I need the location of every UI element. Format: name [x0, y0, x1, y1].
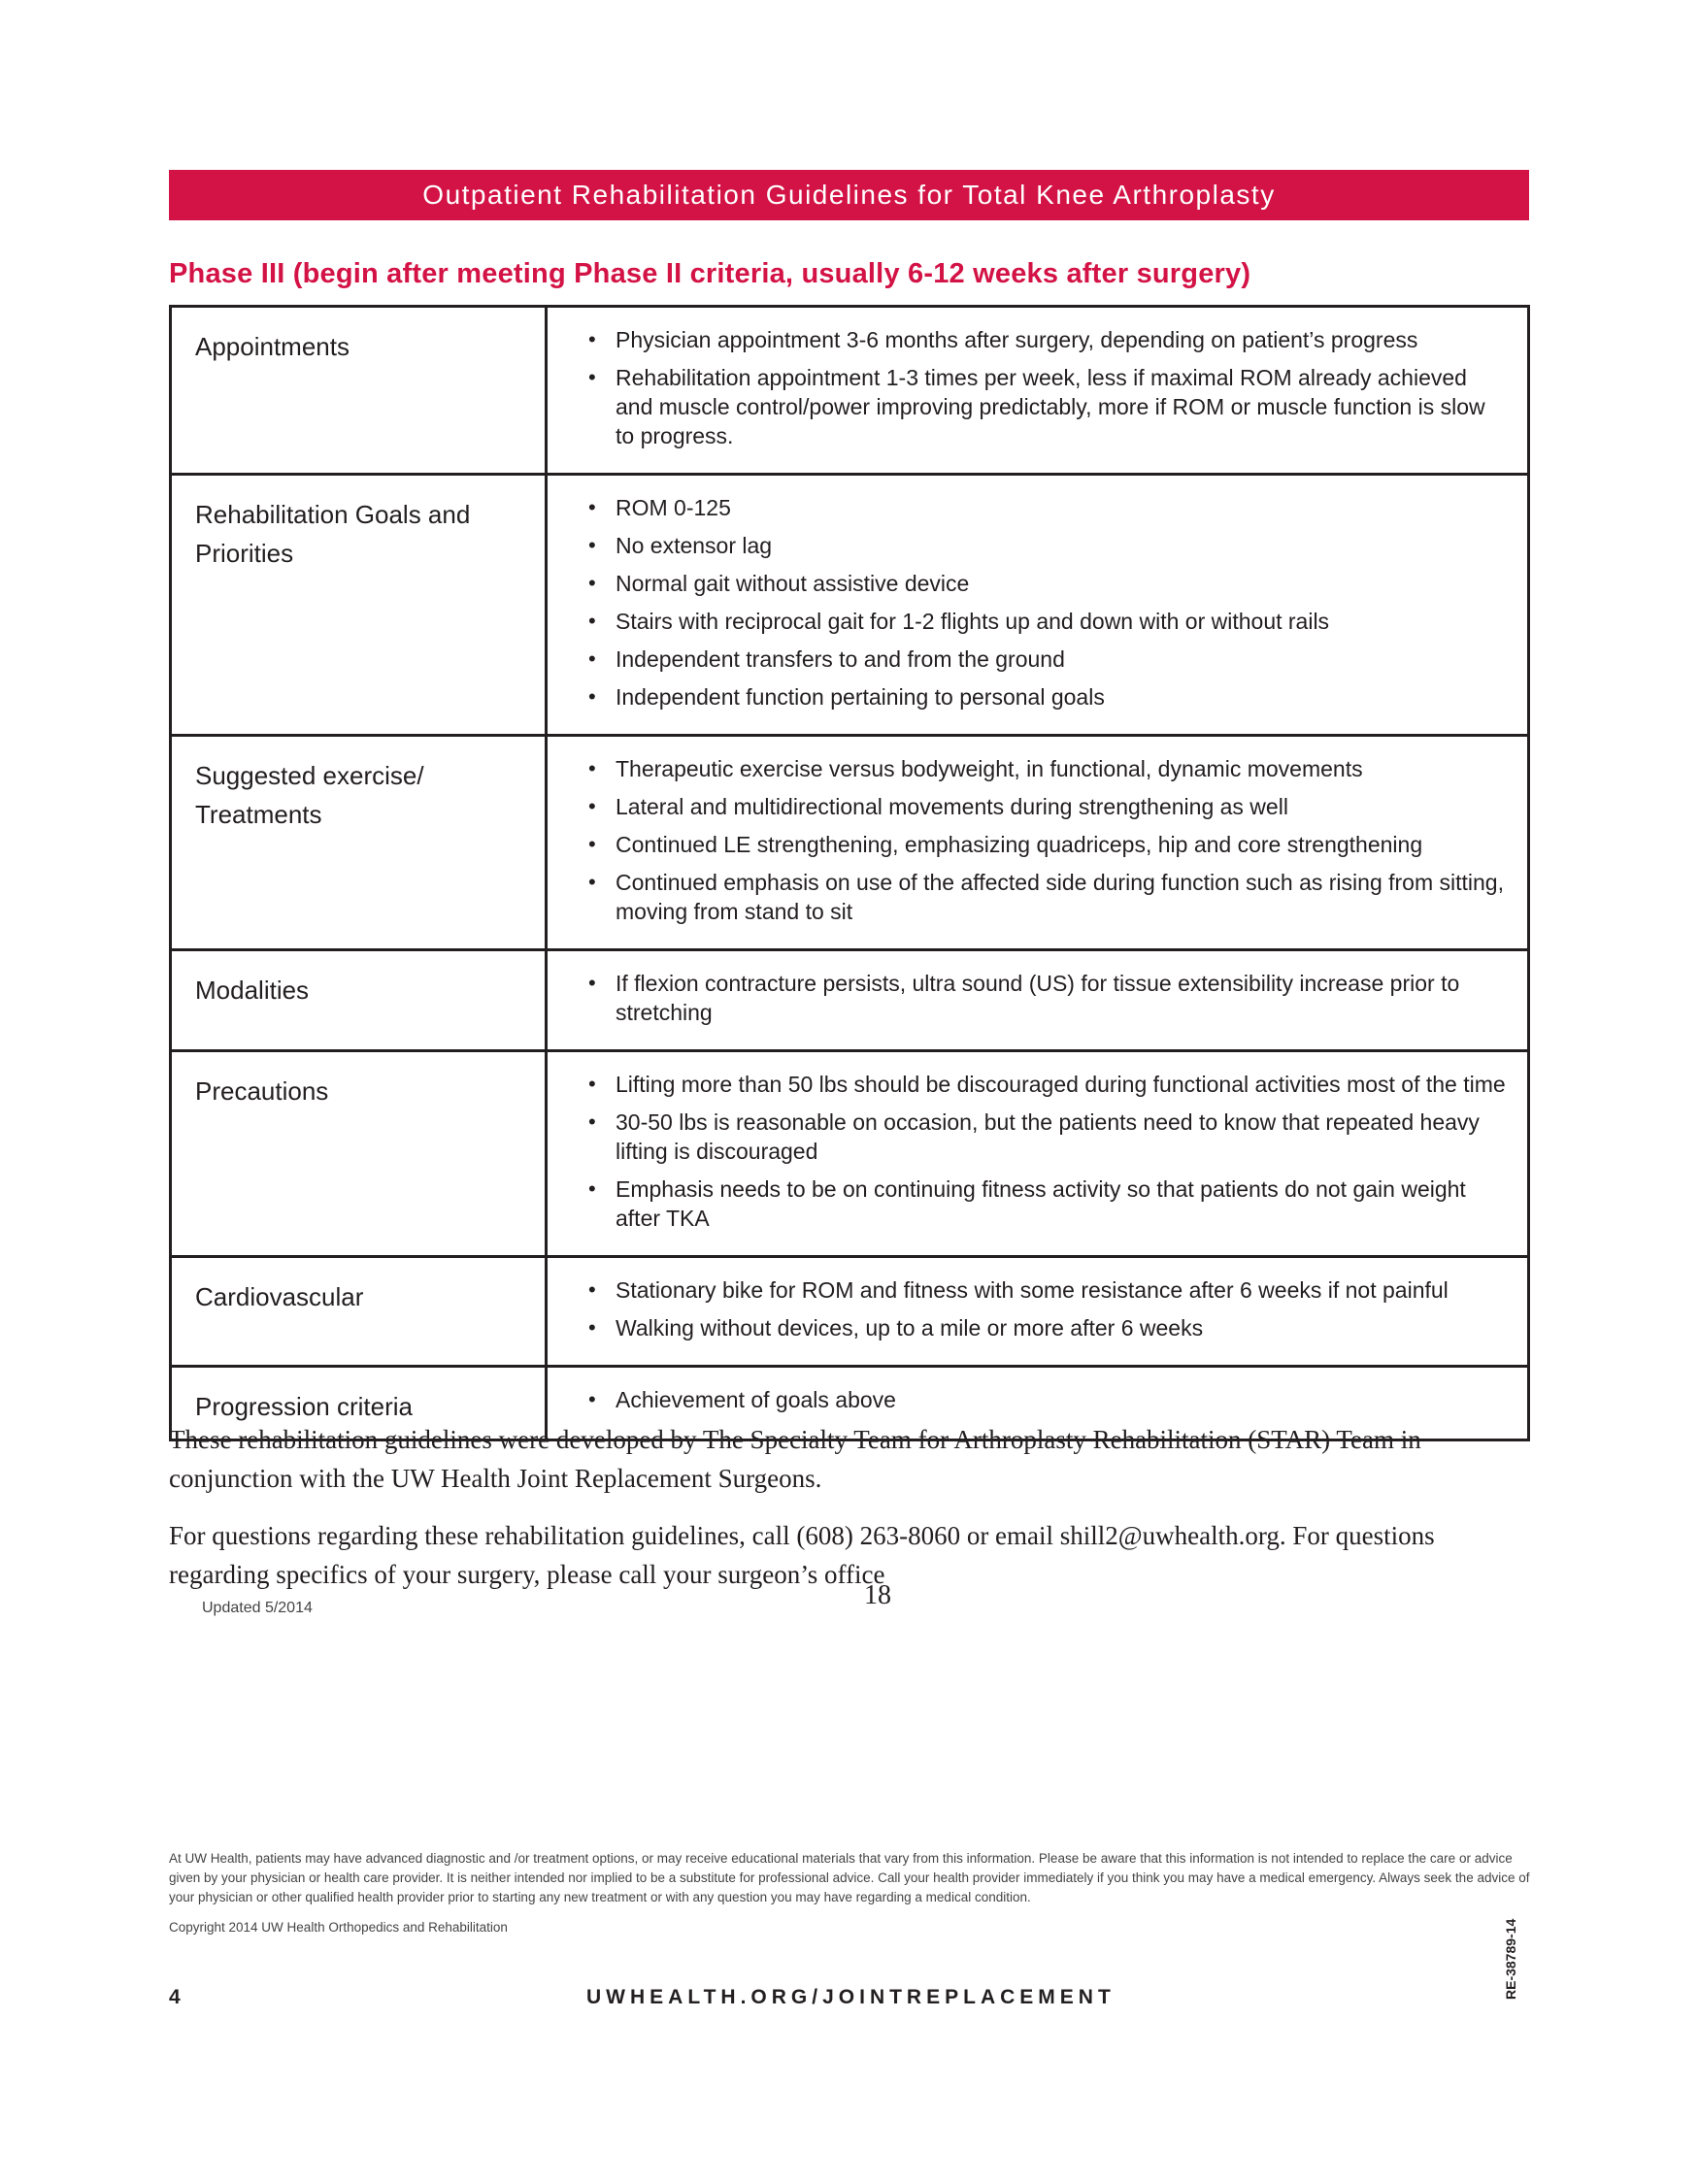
table-row: [171, 950, 1529, 1051]
bullet-list: [577, 1070, 1508, 1233]
bullet-item: • Rehabilitation appointment 1-3 times per week, less if maximal ROM already achieved and muscle control/power improving predictably, more if ROM or muscle function is slow to progress.: [577, 363, 1508, 450]
bullet-item: • If flexion contracture persists, ultra sound (US) for tissue extensibility increase prior to stretching: [577, 969, 1508, 1027]
bullet-list: [577, 325, 1508, 450]
row-label: Modalities: [171, 950, 547, 1051]
table-row: [171, 307, 1529, 475]
updated-date: Updated 5/2014: [202, 1600, 313, 1616]
table-row: [171, 1257, 1529, 1367]
row-label: Rehabilitation Goals and Priorities: [171, 475, 547, 736]
copyright-text: Copyright 2014 UW Health Orthopedics and Rehabilitation: [169, 1920, 508, 1935]
questions-note: For questions regarding these rehabilitation guidelines, call (608) 263-8060 or email shill2@uwhealth.org. For questions regarding specifics of your surgery, please call your surgeon’s office: [169, 1521, 1435, 1589]
row-label: Progression criteria: [171, 1367, 547, 1440]
bullet-item: • Stairs with reciprocal gait for 1-2 flights up and down with or without rails: [577, 607, 1508, 636]
row-label: Precautions: [171, 1051, 547, 1257]
bullet-item: • Independent transfers to and from the ground: [577, 645, 1508, 674]
row-content: [547, 736, 1529, 950]
bullet-item: • Achievement of goals above: [577, 1385, 1508, 1414]
bullet-item: • Emphasis needs to be on continuing fitness activity so that patients do not gain weight after TKA: [577, 1175, 1508, 1233]
bullet-item: • 30-50 lbs is reasonable on occasion, but the patients need to know that repeated heavy lifting is discouraged: [577, 1108, 1508, 1166]
bullet-list: [577, 754, 1508, 926]
bullet-item: • Walking without devices, up to a mile or more after 6 weeks: [577, 1313, 1508, 1342]
table-row: [171, 1051, 1529, 1257]
bullet-item: • Independent function pertaining to personal goals: [577, 682, 1508, 711]
row-label: Suggested exercise/ Treatments: [171, 736, 547, 950]
bullet-item: • Stationary bike for ROM and fitness with some resistance after 6 weeks if not painful: [577, 1275, 1508, 1305]
bullet-item: • Continued emphasis on use of the affected side during function such as rising from sitting, moving from stand to sit: [577, 868, 1508, 926]
bullet-item: • Lifting more than 50 lbs should be discouraged during functional activities most of the time: [577, 1070, 1508, 1099]
bullet-list: [577, 1385, 1508, 1414]
bullet-item: • ROM 0-125: [577, 493, 1508, 522]
row-content: [547, 950, 1529, 1051]
table-row: [171, 736, 1529, 950]
footer-page-number: 4: [169, 1986, 181, 2008]
guidelines-table: [169, 305, 1530, 1441]
bullet-list: [577, 1275, 1508, 1342]
bullet-item: • Normal gait without assistive device: [577, 569, 1508, 598]
document-code: RE-38789-14: [1503, 1918, 1518, 2000]
row-label: Appointments: [171, 307, 547, 475]
inner-page-number: 18: [864, 1580, 891, 1610]
row-content: [547, 1051, 1529, 1257]
bullet-item: • No extensor lag: [577, 531, 1508, 560]
bullet-list: [577, 493, 1508, 711]
row-content: [547, 475, 1529, 736]
row-content: [547, 1257, 1529, 1367]
bullet-item: • Lateral and multidirectional movements during strengthening as well: [577, 792, 1508, 821]
title-banner: [169, 170, 1529, 220]
developed-by-note: These rehabilitation guidelines were developed by The Specialty Team for Arthroplasty Rehabilitation (STAR) Team in conjunction with the UW Health Joint Replacement Surgeons.: [169, 1425, 1421, 1493]
disclaimer-text: At UW Health, patients may have advanced diagnostic and /or treatment options, or may receive educational materials that vary from this information. Please be aware that this information is not intended to replace the care or advice given by your physician or health care provider. It is neither intended nor implied to be a substitute for professional advice. Call your health provider immediately if you think you may have a medical emergency. Always seek the advice of your physician or other qualified health provider prior to starting any new treatment or with any question you may have regarding a medical condition.: [169, 1851, 1530, 1904]
phase-title: Phase III (begin after meeting Phase II criteria, usually 6-12 weeks after surgery): [169, 258, 1251, 289]
row-content: [547, 307, 1529, 475]
table-row: [171, 475, 1529, 736]
footer-url-link[interactable]: UWHEALTH.ORG/JOINTREPLACEMENT: [586, 1986, 1116, 2008]
bullet-item: • Physician appointment 3-6 months after surgery, depending on patient’s progress: [577, 325, 1508, 354]
banner-title: Outpatient Rehabilitation Guidelines for Total Knee Arthroplasty: [422, 180, 1276, 210]
bullet-item: • Continued LE strengthening, emphasizing quadriceps, hip and core strengthening: [577, 830, 1508, 859]
bullet-item: • Therapeutic exercise versus bodyweight, in functional, dynamic movements: [577, 754, 1508, 783]
bullet-list: [577, 969, 1508, 1027]
row-label: Cardiovascular: [171, 1257, 547, 1367]
